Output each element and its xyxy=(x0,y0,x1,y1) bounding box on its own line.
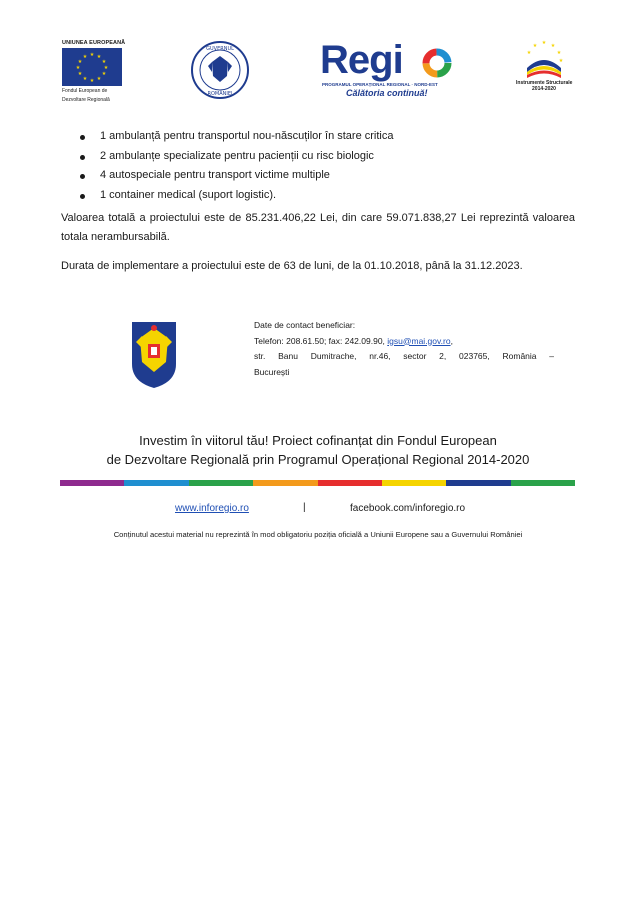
svg-text:★: ★ xyxy=(558,58,564,64)
project-duration-paragraph: Durata de implementare a proiectului este de 63 de luni, de la 01.10.2018, până la 31.12.2023. xyxy=(61,260,523,272)
svg-text:★: ★ xyxy=(77,59,83,65)
color-band-segment xyxy=(318,480,382,486)
svg-text:★: ★ xyxy=(541,40,547,46)
color-band-segment xyxy=(382,480,446,486)
color-band xyxy=(60,480,575,486)
svg-text:★: ★ xyxy=(550,43,556,49)
svg-text:★: ★ xyxy=(75,65,81,71)
eu-logo xyxy=(62,40,128,103)
svg-text:★: ★ xyxy=(526,50,532,56)
svg-text:★: ★ xyxy=(82,76,88,82)
svg-text:ROMÂNIEI: ROMÂNIEI xyxy=(207,91,233,97)
svg-text:★: ★ xyxy=(556,50,562,56)
eu-logo-title: UNIUNEA EUROPEANĂ xyxy=(62,40,126,46)
guvernul-romaniei-seal-icon xyxy=(190,40,250,100)
eu-logo-fund-line2: Dezvoltare Regională xyxy=(62,96,110,103)
website-link[interactable]: www.inforegio.ro xyxy=(175,503,249,514)
regio-logo xyxy=(320,38,460,102)
facebook-text: facebook.com/inforegio.ro xyxy=(350,503,466,514)
svg-text:★: ★ xyxy=(82,54,88,60)
slogan xyxy=(60,431,576,469)
list-item: 2 ambulanțe specializate pentru pacienții cu risc biologic xyxy=(80,147,394,167)
regio-wordmark: Regi xyxy=(320,38,403,82)
list-item: 1 container medical (suport logistic). xyxy=(80,186,394,206)
contact-email-link[interactable]: igsu@mai.gov.ro xyxy=(387,335,451,346)
contact-phone: Telefon: 208.61.50; fax: 242.09.90, xyxy=(254,335,388,346)
color-band-segment xyxy=(189,480,253,486)
svg-text:★: ★ xyxy=(77,71,83,77)
slogan-line1: Investim în viitorul tău! Proiect cofinanțat din Fondul European xyxy=(139,433,497,448)
contact-address-line2: București xyxy=(254,366,290,377)
svg-text:★: ★ xyxy=(89,78,95,84)
disclaimer: Conținutul acestui material nu reprezintă în mod obligatoriu poziția oficială a Uniunii Europene sau a Guvernului României xyxy=(113,530,523,539)
list-item: 1 ambulanță pentru transportul nou-născuților în stare critica xyxy=(80,127,394,147)
structural-instruments-icon xyxy=(521,38,567,80)
contact-heading: Date de contact beneficiar: xyxy=(254,320,356,330)
list-item: 4 autospeciale pentru transport victime multiple xyxy=(80,166,394,186)
color-band-segment xyxy=(511,480,575,486)
contact-block xyxy=(254,318,554,380)
structural-instruments-period: 2014-2020 xyxy=(532,86,556,92)
contact-phone-line xyxy=(254,334,554,350)
project-value-paragraph: Valoarea totală a proiectului este de 85.231.406,22 Lei, din care 59.071.838,27 Lei reprezintă valoarea totala nerambursabilă. xyxy=(61,212,575,243)
svg-text:★: ★ xyxy=(103,65,109,71)
equipment-list xyxy=(80,127,394,205)
eu-flag-icon xyxy=(62,48,122,86)
svg-text:★: ★ xyxy=(101,59,107,65)
svg-text:★: ★ xyxy=(101,71,107,77)
color-band-segment xyxy=(253,480,317,486)
color-band-segment xyxy=(446,480,510,486)
regio-program-line: PROGRAMUL OPERAȚIONAL REGIONAL · NORD-EST xyxy=(322,82,438,87)
eu-logo-fund-line1: Fondul European de xyxy=(62,88,108,94)
regio-color-ring-icon xyxy=(422,48,452,78)
svg-text:★: ★ xyxy=(532,43,538,49)
contact-phone-suffix: , xyxy=(450,335,453,346)
contact-address-line1: str. Banu Dumitrache, nr.46, sector 2, 023765, România – xyxy=(254,351,554,361)
svg-text:GUVERNUL: GUVERNUL xyxy=(206,46,234,52)
igsu-crest-icon xyxy=(128,316,180,390)
svg-text:★: ★ xyxy=(96,54,102,60)
regio-tagline: Călătoria continuă! xyxy=(346,88,428,98)
structural-instruments-logo xyxy=(516,38,572,102)
color-band-segment xyxy=(60,480,124,486)
footer-separator: | xyxy=(303,502,306,513)
color-band-segment xyxy=(124,480,188,486)
slogan-line2: de Dezvoltare Regională prin Programul Operațional Regional 2014-2020 xyxy=(106,452,530,467)
svg-text:★: ★ xyxy=(96,76,102,82)
svg-text:★: ★ xyxy=(89,52,95,58)
structural-instruments-label: Instrumente Structurale xyxy=(516,80,573,86)
